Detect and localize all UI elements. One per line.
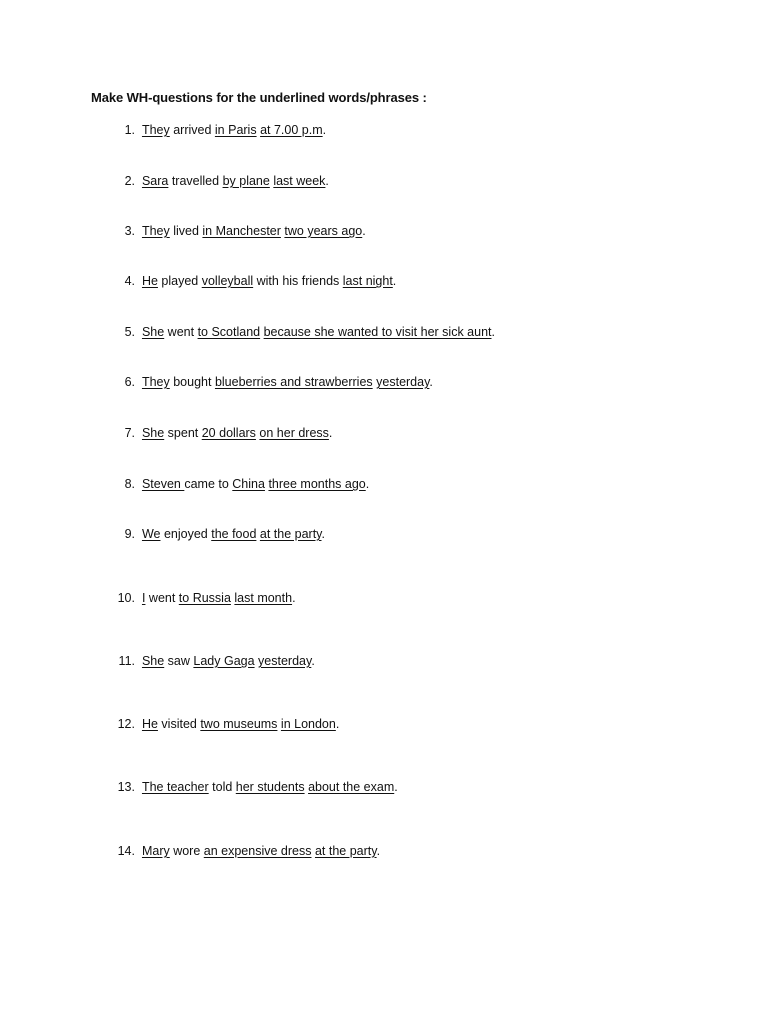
- item-number: 6.: [124, 375, 135, 389]
- underlined-phrase: in London: [280, 717, 336, 731]
- underlined-phrase: 20 dollars: [201, 426, 256, 440]
- item-number: 1.: [124, 123, 135, 137]
- underlined-phrase: three months ago: [268, 477, 366, 491]
- list-item: [104, 525, 325, 543]
- underlined-phrase: to Scotland: [197, 325, 261, 339]
- underlined-phrase: Sara: [141, 174, 169, 188]
- list-item: [104, 222, 366, 240]
- underlined-phrase: her students: [235, 780, 305, 794]
- item-number: 2.: [124, 174, 135, 188]
- plain-text: .: [328, 426, 333, 440]
- question-sentence: [142, 323, 495, 341]
- plain-text: travelled: [168, 174, 223, 188]
- underlined-phrase: the food: [211, 527, 257, 541]
- plain-text: .: [376, 844, 381, 858]
- plain-text: with his friends: [253, 274, 343, 288]
- list-item: [104, 373, 433, 391]
- underlined-phrase: two years ago: [284, 224, 363, 238]
- underlined-phrase: on her dress: [259, 426, 329, 440]
- underlined-phrase: at the party: [259, 527, 322, 541]
- list-item: [104, 121, 326, 139]
- question-sentence: [142, 589, 296, 607]
- item-number: 12.: [117, 717, 135, 731]
- underlined-phrase: yesterday: [376, 375, 430, 389]
- item-number: 5.: [124, 325, 135, 339]
- underlined-phrase: She: [141, 325, 165, 339]
- plain-text: .: [365, 477, 370, 491]
- question-sentence: [142, 652, 315, 670]
- plain-text: .: [394, 780, 398, 794]
- underlined-phrase: Steven: [141, 477, 185, 491]
- question-sentence: [142, 715, 339, 733]
- underlined-phrase: She: [141, 654, 165, 668]
- list-item: [104, 323, 495, 341]
- underlined-phrase: at 7.00 p.m: [260, 123, 323, 137]
- question-sentence: [142, 424, 332, 442]
- underlined-phrase: They: [141, 224, 170, 238]
- plain-text: went: [145, 591, 179, 605]
- list-item: [104, 424, 332, 442]
- underlined-phrase: at the party: [314, 844, 377, 858]
- question-sentence: [142, 778, 398, 796]
- plain-text: .: [322, 123, 327, 137]
- question-sentence: [142, 842, 380, 860]
- item-number: 7.: [124, 426, 135, 440]
- plain-text: came to: [184, 477, 233, 491]
- underlined-phrase: Mary: [141, 844, 170, 858]
- plain-text: .: [392, 274, 397, 288]
- underlined-phrase: They: [141, 123, 170, 137]
- underlined-phrase: yesterday: [258, 654, 312, 668]
- plain-text: saw: [164, 654, 194, 668]
- list-item: [104, 272, 396, 290]
- list-item: [104, 778, 398, 796]
- question-sentence: [142, 272, 396, 290]
- item-number: 4.: [124, 274, 135, 288]
- underlined-phrase: two museums: [200, 717, 278, 731]
- list-item: [104, 715, 339, 733]
- list-item: [104, 475, 369, 493]
- plain-text: arrived: [169, 123, 215, 137]
- question-sentence: [142, 373, 433, 391]
- underlined-phrase: in Paris: [214, 123, 257, 137]
- underlined-phrase: They: [141, 375, 170, 389]
- item-number: 3.: [124, 224, 135, 238]
- list-item: [104, 589, 296, 607]
- item-number: 10.: [117, 591, 135, 605]
- underlined-phrase: I: [141, 591, 146, 605]
- plain-text: .: [321, 527, 325, 541]
- underlined-phrase: last week: [273, 174, 326, 188]
- list-item: [104, 652, 315, 670]
- item-number: 14.: [117, 844, 135, 858]
- underlined-phrase: We: [141, 527, 161, 541]
- plain-text: .: [429, 375, 433, 389]
- underlined-phrase: blueberries and strawberries: [214, 375, 373, 389]
- underlined-phrase: last night: [342, 274, 393, 288]
- plain-text: .: [335, 717, 340, 731]
- plain-text: bought: [169, 375, 215, 389]
- underlined-phrase: She: [141, 426, 165, 440]
- item-number: 8.: [124, 477, 135, 491]
- underlined-phrase: about the exam: [308, 780, 395, 794]
- item-number: 9.: [124, 527, 135, 541]
- plain-text: .: [292, 591, 296, 605]
- plain-text: enjoyed: [160, 527, 212, 541]
- underlined-phrase: He: [141, 274, 158, 288]
- list-item: [104, 842, 380, 860]
- question-sentence: [142, 525, 325, 543]
- plain-text: spent: [164, 426, 202, 440]
- underlined-phrase: last month: [234, 591, 293, 605]
- plain-text: went: [164, 325, 198, 339]
- question-sentence: [142, 172, 329, 190]
- list-item: [104, 172, 329, 190]
- underlined-phrase: China: [232, 477, 265, 491]
- underlined-phrase: He: [141, 717, 158, 731]
- underlined-phrase: Lady Gaga: [193, 654, 255, 668]
- underlined-phrase: an expensive dress: [203, 844, 312, 858]
- question-sentence: [142, 121, 326, 139]
- underlined-phrase: The teacher: [141, 780, 209, 794]
- plain-text: lived: [169, 224, 203, 238]
- plain-text: .: [311, 654, 315, 668]
- page-title: Make WH-questions for the underlined words/phrases :: [91, 90, 427, 105]
- plain-text: visited: [157, 717, 201, 731]
- underlined-phrase: in Manchester: [202, 224, 281, 238]
- plain-text: .: [325, 174, 329, 188]
- question-sentence: [142, 222, 366, 240]
- plain-text: played: [157, 274, 202, 288]
- item-number: 11.: [118, 654, 135, 668]
- plain-text: wore: [169, 844, 204, 858]
- underlined-phrase: by plane: [222, 174, 270, 188]
- underlined-phrase: to Russia: [178, 591, 231, 605]
- plain-text: .: [362, 224, 366, 238]
- item-number: 13.: [117, 780, 135, 794]
- plain-text: .: [491, 325, 495, 339]
- underlined-phrase: because she wanted to visit her sick aunt: [263, 325, 492, 339]
- question-sentence: [142, 475, 369, 493]
- underlined-phrase: volleyball: [201, 274, 254, 288]
- plain-text: told: [208, 780, 236, 794]
